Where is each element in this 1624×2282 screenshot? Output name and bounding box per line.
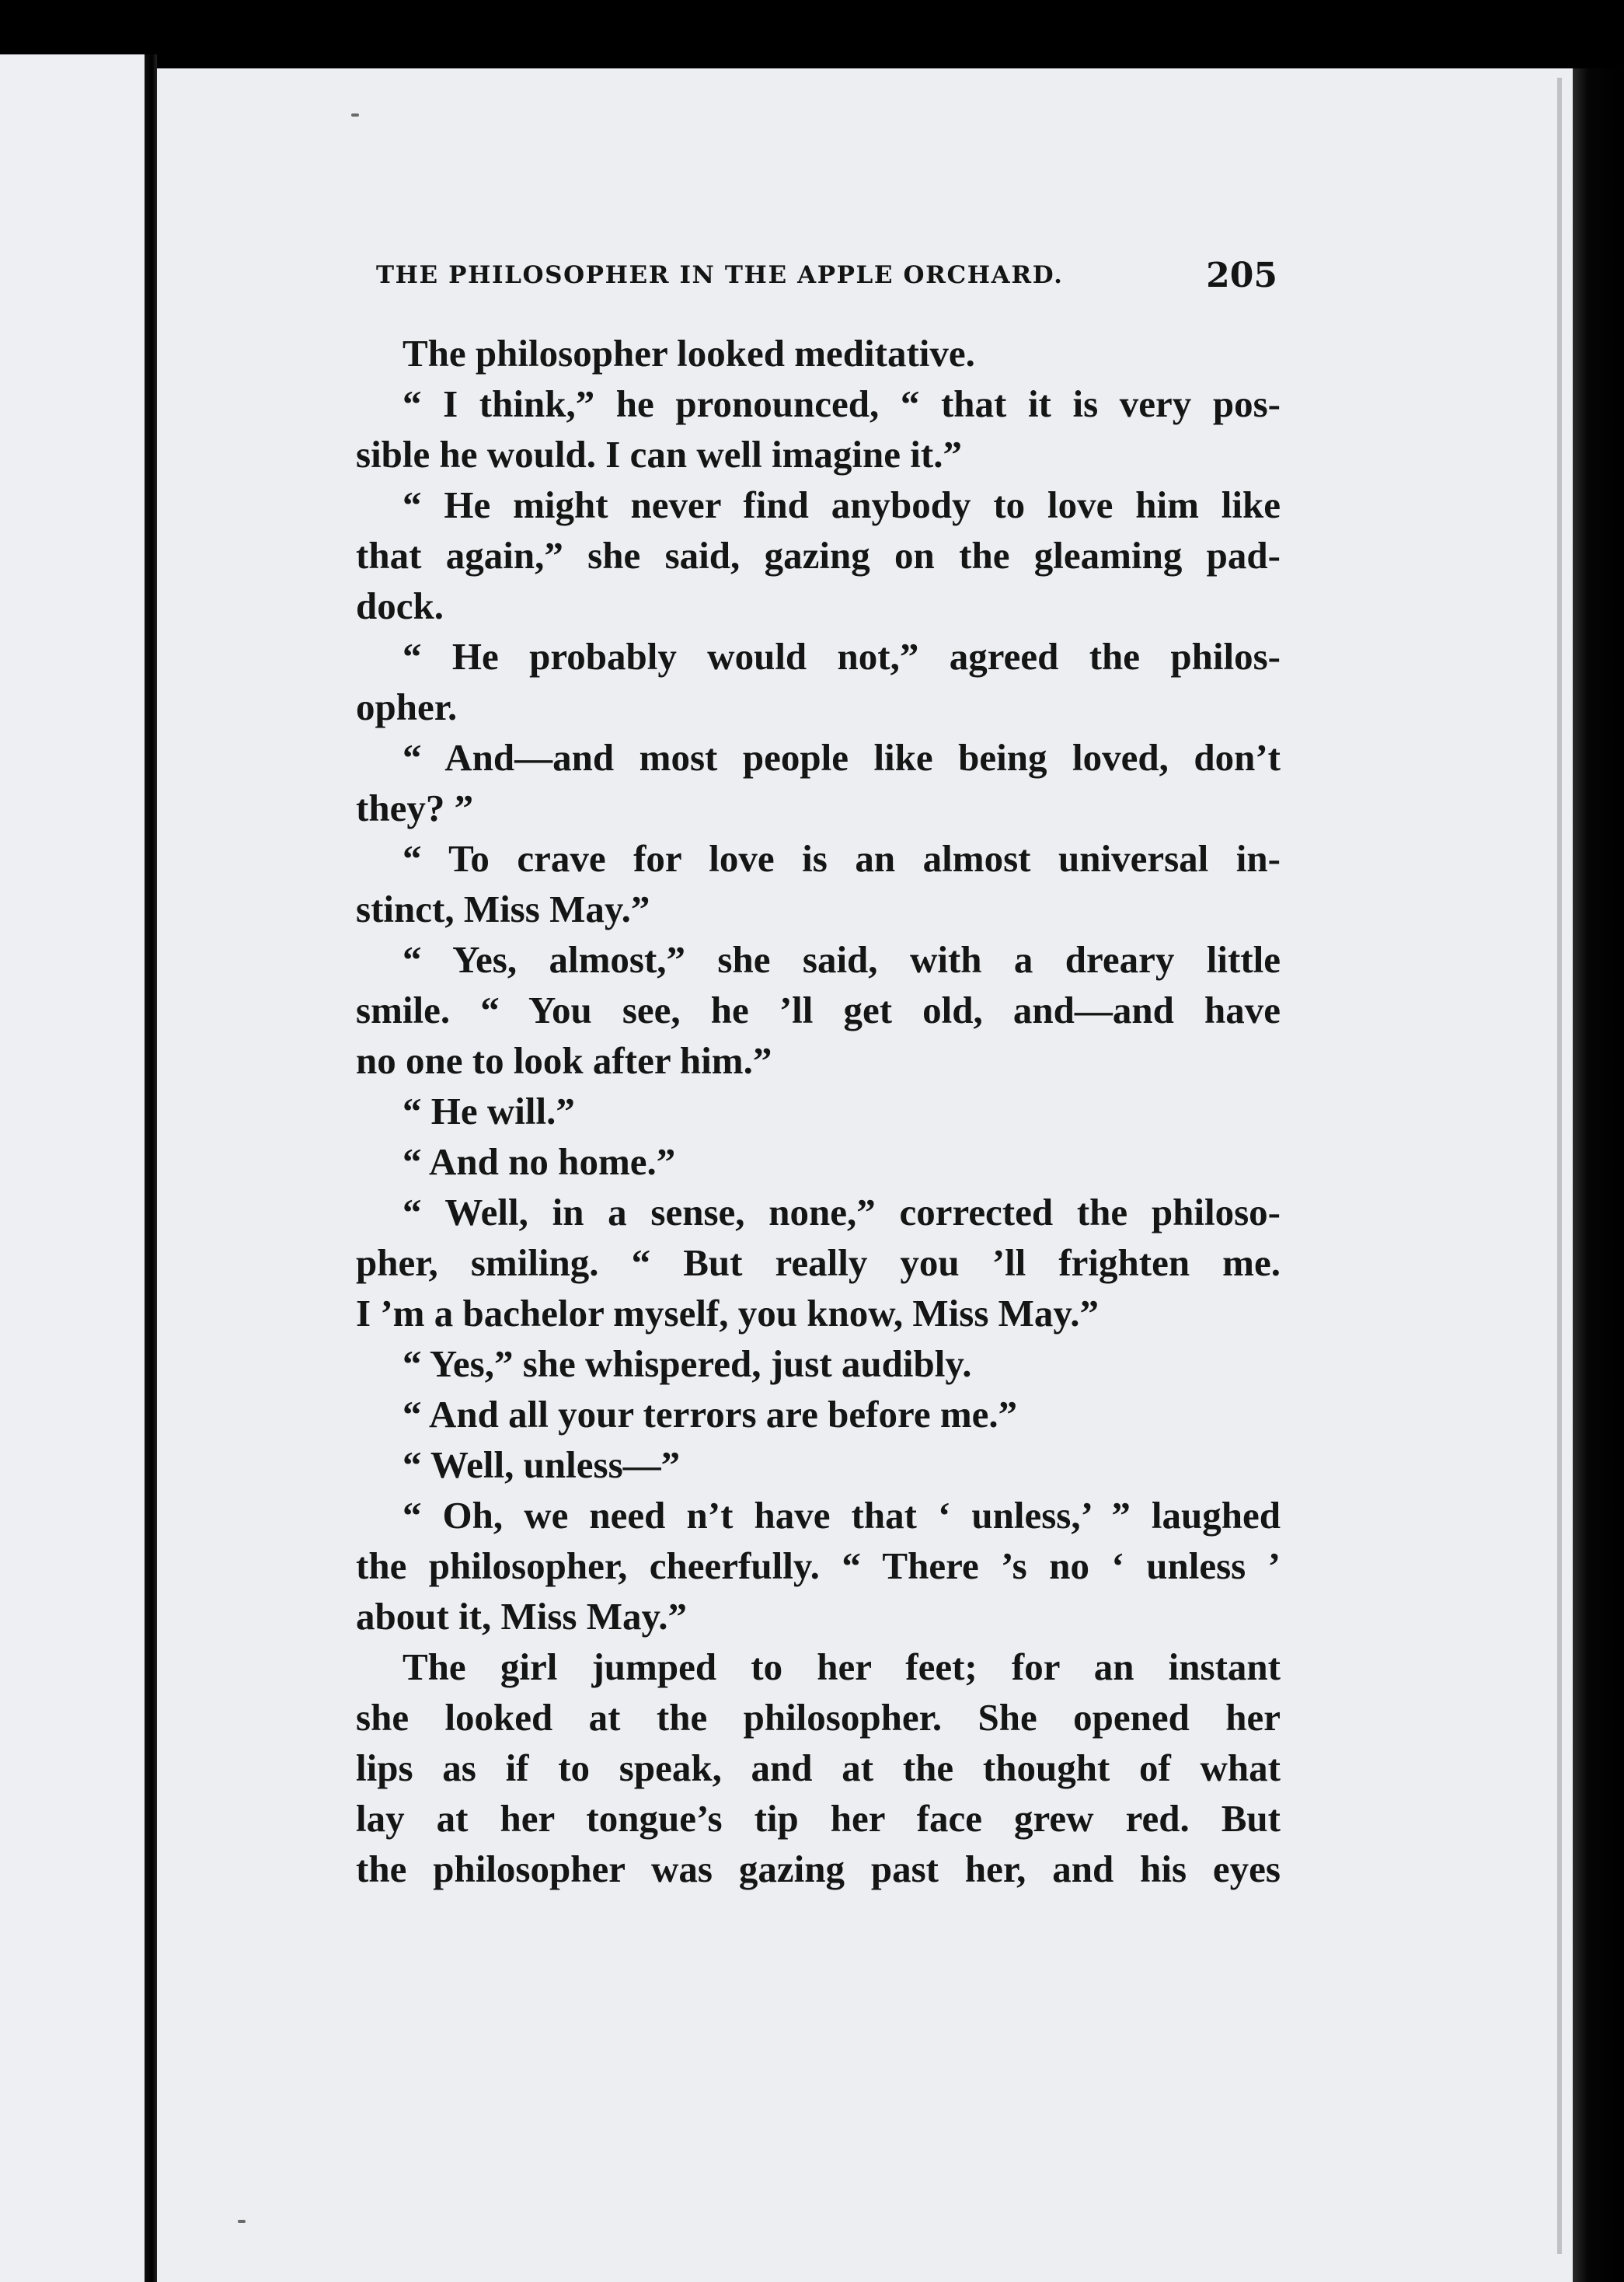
text-line: stinct, Miss May.” bbox=[356, 888, 650, 930]
text-line: The philosopher looked meditative. bbox=[403, 332, 975, 375]
text-line: the philosopher, cheerfully. “ There ’s no ‘ unless ’ bbox=[356, 1544, 1281, 1587]
text-line: lips as if to speak, and at the thought of what bbox=[356, 1746, 1281, 1789]
text-line: sible he would. I can well imagine it.” bbox=[356, 433, 962, 476]
text-line: “ Yes, almost,” she said, with a dreary little bbox=[403, 938, 1281, 981]
page-edge-line bbox=[1557, 78, 1562, 2254]
text-line: “ I think,” he pronounced, “ that it is very pos- bbox=[403, 382, 1281, 425]
text-line: “ And all your terrors are before me.” bbox=[403, 1393, 1018, 1436]
text-line: about it, Miss May.” bbox=[356, 1595, 688, 1638]
text-line: the philosopher was gazing past her, and his eyes bbox=[356, 1848, 1281, 1890]
text-line: The girl jumped to her feet; for an instant bbox=[403, 1645, 1281, 1688]
body-text bbox=[356, 328, 1281, 1894]
dust-speck bbox=[351, 113, 359, 117]
right-border bbox=[1573, 68, 1624, 2282]
text-line: that again,” she said, gazing on the gleaming pad- bbox=[356, 534, 1281, 577]
facing-page-edge bbox=[0, 54, 145, 2282]
running-head-title: THE PHILOSOPHER IN THE APPLE ORCHARD. bbox=[376, 261, 1064, 289]
text-line: “ He might never find anybody to love him like bbox=[403, 483, 1281, 526]
text-line: lay at her tongue’s tip her face grew red. But bbox=[356, 1797, 1281, 1840]
text-line: “ And—and most people like being loved, don’t bbox=[403, 736, 1281, 779]
text-line: opher. bbox=[356, 686, 458, 728]
gutter-shadow bbox=[145, 54, 157, 2282]
text-line: smile. “ You see, he ’ll get old, and—and have bbox=[356, 989, 1281, 1031]
text-line: “ Yes,” she whispered, just audibly. bbox=[403, 1342, 972, 1385]
text-line: “ To crave for love is an almost universal in- bbox=[403, 837, 1281, 880]
running-head bbox=[376, 253, 1277, 297]
text-line: “ He will.” bbox=[403, 1090, 575, 1132]
dust-speck bbox=[238, 2220, 246, 2223]
text-line: no one to look after him.” bbox=[356, 1039, 772, 1082]
text-line: “ And no home.” bbox=[403, 1140, 676, 1183]
text-line: dock. bbox=[356, 584, 444, 627]
text-line: “ Oh, we need n’t have that ‘ unless,’ ” laughed bbox=[403, 1494, 1281, 1537]
page-number: 205 bbox=[1206, 255, 1277, 295]
text-line: they? ” bbox=[356, 787, 474, 829]
text-line: she looked at the philosopher. She opened her bbox=[356, 1696, 1281, 1739]
text-line: “ He probably would not,” agreed the philos- bbox=[403, 635, 1281, 678]
text-line: pher, smiling. “ But really you ’ll frighten me. bbox=[356, 1241, 1281, 1284]
text-line: I ’m a bachelor myself, you know, Miss May.” bbox=[356, 1292, 1099, 1335]
text-line: “ Well, in a sense, none,” corrected the philoso- bbox=[403, 1191, 1281, 1233]
text-line: “ Well, unless—” bbox=[403, 1443, 681, 1486]
